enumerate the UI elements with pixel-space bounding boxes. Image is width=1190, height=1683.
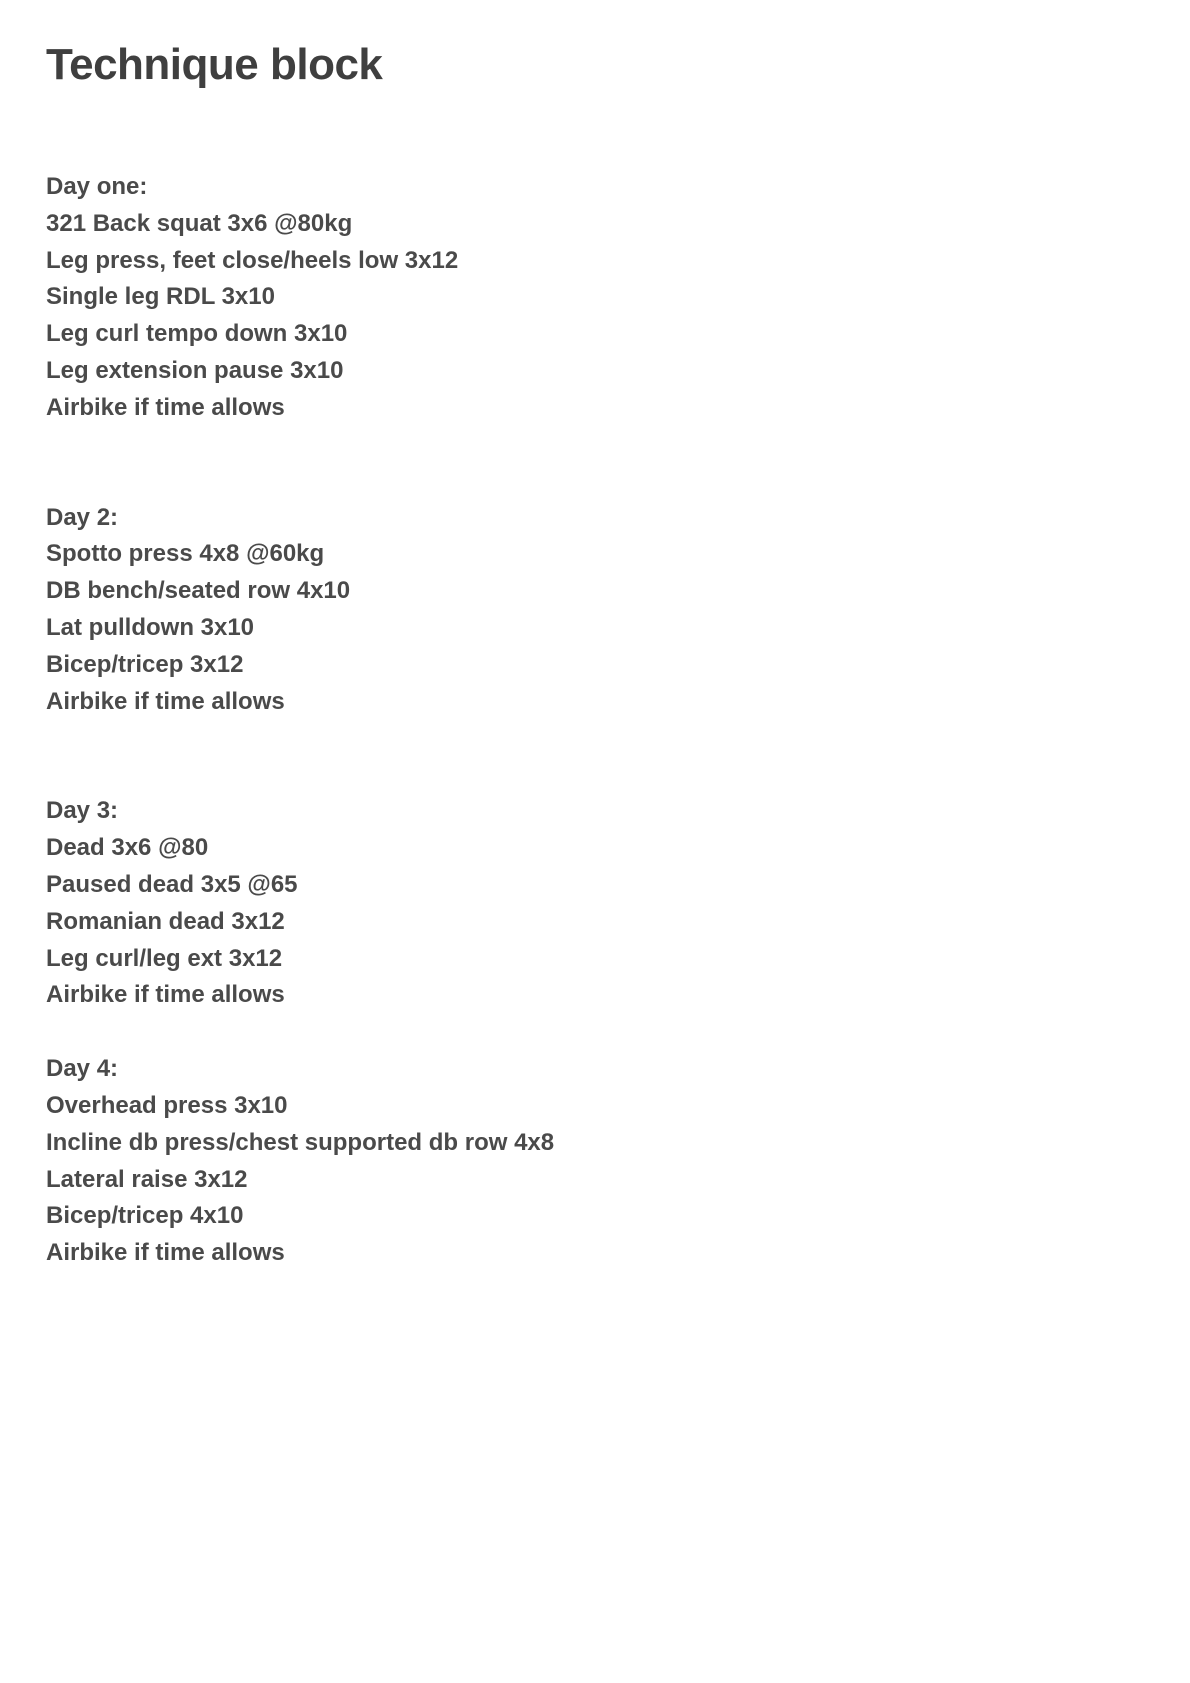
exercise-line: Spotto press 4x8 @60kg xyxy=(46,540,325,568)
day-two-section xyxy=(46,500,1146,721)
exercise-line: Single leg RDL 3x10 xyxy=(46,283,275,311)
day-heading: Day 4: xyxy=(46,1055,119,1083)
day-four-section xyxy=(46,1051,1146,1272)
exercise-line: Incline db press/chest supported db row 4x8 xyxy=(46,1128,555,1156)
document-page xyxy=(46,38,1146,1272)
exercise-line: Airbike if time allows xyxy=(46,981,285,1009)
exercise-line: Romanian dead 3x12 xyxy=(46,907,285,935)
day-heading: Day one: xyxy=(46,173,148,200)
exercise-line: Airbike if time allows xyxy=(46,1239,285,1267)
exercise-line: Overhead press 3x10 xyxy=(46,1091,288,1119)
exercise-line: Bicep/tricep 4x10 xyxy=(46,1202,244,1230)
exercise-line: 321 Back squat 3x6 @80kg xyxy=(46,209,353,237)
exercise-line: Leg curl/leg ext 3x12 xyxy=(46,944,283,972)
exercise-line: Leg extension pause 3x10 xyxy=(46,356,344,384)
exercise-line: Leg press, feet close/heels low 3x12 xyxy=(46,246,459,274)
exercise-line: Dead 3x6 @80 xyxy=(46,834,209,862)
day-heading: Day 2: xyxy=(46,503,119,531)
exercise-line: DB bench/seated row 4x10 xyxy=(46,577,351,605)
page-title: Technique block xyxy=(46,40,383,89)
day-three-section xyxy=(46,793,1146,1014)
exercise-line: Lateral raise 3x12 xyxy=(46,1165,248,1193)
day-one-section xyxy=(46,169,1146,427)
day-heading: Day 3: xyxy=(46,797,119,825)
exercise-line: Lat pulldown 3x10 xyxy=(46,613,255,641)
exercise-line: Airbike if time allows xyxy=(46,687,285,715)
exercise-line: Paused dead 3x5 @65 xyxy=(46,870,298,898)
exercise-line: Airbike if time allows xyxy=(46,393,285,421)
exercise-line: Leg curl tempo down 3x10 xyxy=(46,320,348,348)
exercise-line: Bicep/tricep 3x12 xyxy=(46,650,244,678)
